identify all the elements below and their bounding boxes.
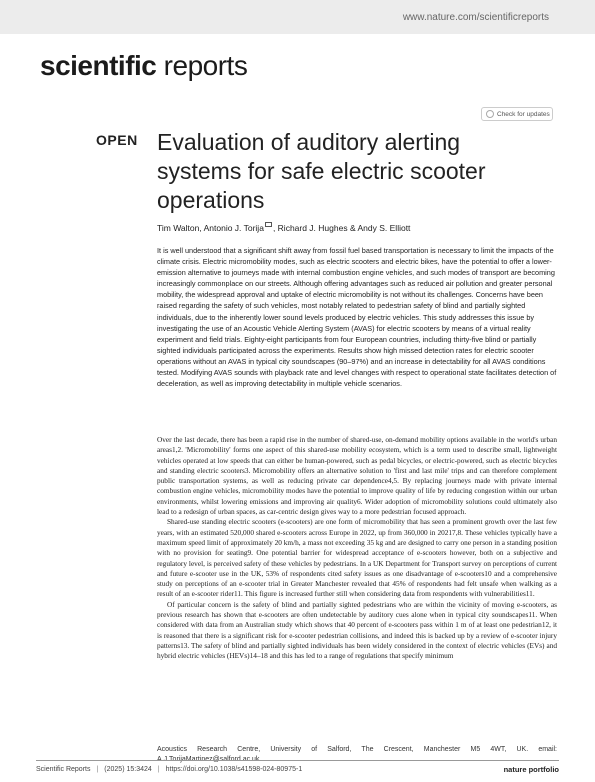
logo-part-2: reports (156, 50, 248, 81)
top-bar (0, 0, 595, 34)
paragraph-2: Shared-use standing electric scooters (e-scooters) are one form of micromobility that has seen a prominent growth over the last few years, with an estimated 520,000 shared e-scooters across Europe in 2022, up from 360,000 in 20217,8. These vehicles typically have a maximum speed limit of approximately 20 km/h, a mass not exceeding 35 kg and are designed to carry one person in a standing position with no provision for seating9. One potential barrier for widespread acceptance of e-scooters however, both on a subjective and regulatory level, is perceived safety of these vehicles by pedestrians. In a UK Department for Transport survey on perceptions of current and future e-scooter use in the UK, 53% of respondents cited safety issues as one disadvantage of e-scooters10 and a comprehensive study on perceptions of an e-scooter trial in Greater Manchester revealed that 45% of respondents had felt unsafe when walking as a result of an e-scooter rider11. This figure is increased further still when considering data from respondents with vulnerabilities11. (157, 517, 557, 599)
page-footer (36, 766, 559, 773)
footer-separator: | (157, 766, 160, 773)
article-title: Evaluation of auditory alerting systems for safe electric scooter operations (157, 129, 486, 213)
journal-logo[interactable] (40, 50, 247, 82)
check-updates-button[interactable] (481, 107, 553, 121)
footer-doi[interactable]: https://doi.org/10.1038/s41598-024-80975-1 (165, 766, 303, 773)
check-updates-label: Check for updates (497, 110, 550, 118)
site-url[interactable]: www.nature.com/scientificreports (402, 12, 549, 23)
footer-divider (36, 760, 559, 761)
authors-part-2: , Richard J. Hughes & Andy S. Elliott (272, 222, 411, 233)
paragraph-1: Over the last decade, there has been a rapid rise in the number of shared-use, on-demand mobility options available in the world's urban areas1,2. 'Micromobility' forms one aspect of this shared-use mobility ecosystem, which is a term used to describe small, lightweight vehicles operated at low speeds that can either be human-powered, such as pedal bicycles, or electric-powered, such as electric bicycles and standing electric scooters3. Micromobility offers an alternative solution to 'first and last mile' trips and can therefore complement public transportation systems, as well as reducing private car dependence4,5. By replacing journeys made with private internal combustion engine vehicles, micromobility modes have the potential to improve quality of life by reducing congestion within our urban environments, whilst lowering emissions and improving air quality6. Wider adoption of micromobility solutions could ultimately also lead to a redesign of urban spaces, as car-centric design gives way to a more pedestrian focused approach. (157, 435, 557, 517)
abstract: It is well understood that a significant shift away from fossil fuel based transportation is necessary to limit the impacts of the climate crisis. Electric micromobility modes, such as electric scooters and electric bikes, have the potential to offer a lower-emission alternative to journeys made with internal combustion engine vehicles, and such modes of transport are becoming increasingly commonplace on our streets. Although offering advantages such as reduced air pollution and greater personal mobility, the widespread approval and uptake of electric micromobility is not without its challenges. Concerns have been raised regarding the safety of such vehicles, most notably related to pedestrian safety of blind and partially sighted individuals, due to the inherently lower sound levels produced by electric vehicles. This study addresses this issue by investigating the use of an Acoustic Vehicle Alerting System (AVAS) for electric scooters by means of a virtual reality experiment and field trials. Eighty-eight participants from four European countries, including thirty-five blind or partially sighted individuals participated across the experiments. Results show high missed detection rates for electric scooter operations without an AVAS in typical city soundscapes (90–97%) and an increase in detectability for all AVAS conditions tested. Modifying AVAS sounds with playback rate and level changes with respect to operational state facilitates detection of deceleration, as well as improving detectability in multiple vehicle scenarios. (157, 246, 557, 389)
footer-citation: (2025) 15:3424 (104, 766, 152, 773)
paragraph-3: Of particular concern is the safety of blind and partially sighted pedestrians who are within the vicinity of moving e-scooters, as previous research has shown that e-scooters are often undetectable by auditory cues alone when in typical city soundscapes11. When considered with data from an Australian study which shows that 40 percent of e-scooters pass within 1 m of at least one pedestrian12, it is reasoned that there is a significant risk for e-scooter pedestrian collisions, and indeed this is backed up by a review of e-scooter injury patterns13. The safety of blind and partially sighted individuals has been widely considered in the context of electric vehicles (EVs) and hybrid electric vehicles (HEVs)14–18 and this has led to a range of regulations that specify minimum (157, 599, 557, 661)
email-icon[interactable] (265, 222, 272, 227)
open-access-label: OPEN (96, 132, 138, 148)
publisher-logo: nature portfolio (503, 765, 559, 774)
footer-separator: | (96, 766, 99, 773)
footer-journal: Scientific Reports (36, 766, 91, 773)
article-body (157, 435, 557, 662)
refresh-icon (486, 110, 494, 118)
affiliation: Acoustics Research Centre, University of Salford, The Crescent, Manchester M5 4WT, UK. email: A.J.TorijaMartinez@salford.ac.uk (157, 746, 557, 763)
authors-part-1: Tim Walton, Antonio J. Torija (157, 222, 264, 233)
logo-part-1: scientific (40, 50, 157, 81)
author-list (157, 222, 410, 233)
